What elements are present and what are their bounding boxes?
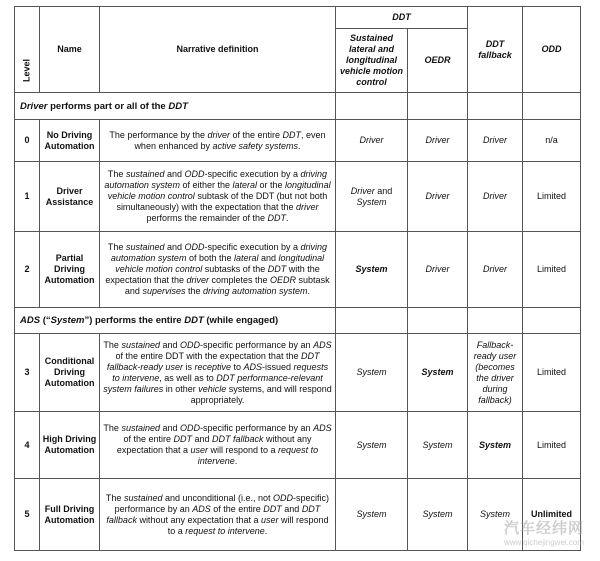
sustained-cell: System [336, 334, 408, 412]
odd-cell: Limited [523, 412, 581, 479]
level-number: 5 [15, 479, 40, 551]
ddt-header: DDT [336, 7, 468, 29]
oedr-cell: Driver [408, 232, 468, 308]
level-narrative: The sustained and ODD-specific execution by a driving automation system of either the lateral or the longitudinal vehicle motion control subtask of the DDT (but not both simultaneously) with the expectation that the driver performs the remainder of the DDT. [100, 162, 336, 232]
oedr-cell: System [408, 412, 468, 479]
level-name: Full Driving Automation [40, 479, 100, 551]
level-narrative: The sustained and unconditional (i.e., not ODD-specific) performance by an ADS of the entire DDT and DDT fallback without any expectation that a user will respond to a request to intervene. [100, 479, 336, 551]
level-number: 1 [15, 162, 40, 232]
fallback-cell: Fallback-ready user (becomes the driver during fallback) [468, 334, 523, 412]
level-narrative: The sustained and ODD-specific performance by an ADS of the entire DDT and DDT fallback without any expectation that a user will respond to a request to intervene. [100, 412, 336, 479]
oedr-header: OEDR [408, 29, 468, 93]
odd-cell: n/a [523, 120, 581, 162]
level-header: Level [15, 7, 40, 93]
table-row [15, 162, 581, 232]
oedr-cell: Driver [408, 120, 468, 162]
oedr-cell: Driver [408, 162, 468, 232]
level-narrative: The sustained and ODD-specific execution by a driving automation system of both the lateral and longitudinal vehicle motion control subtasks of the DDT with the expectation that the driver completes the OEDR subtask and supervises the driving automation system. [100, 232, 336, 308]
fallback-cell: Driver [468, 232, 523, 308]
fallback-cell: System [468, 479, 523, 551]
fallback-cell: Driver [468, 120, 523, 162]
level-narrative: The sustained and ODD-specific performance by an ADS of the entire DDT with the expectation that the DDT fallback-ready user is receptive to ADS-issued requests to intervene, as well as to DDT performance-relevant system failures in other vehicle systems, and will respond appropriately. [100, 334, 336, 412]
odd-cell: Limited [523, 334, 581, 412]
level-narrative: The performance by the driver of the entire DDT, even when enhanced by active safety systems. [100, 120, 336, 162]
ads-group-row: ADS (“System”) performs the entire DDT (while engaged) [15, 308, 336, 334]
level-name: Driver Assistance [40, 162, 100, 232]
driver-group-row: Driver performs part or all of the DDT [15, 93, 336, 120]
level-name: Partial Driving Automation [40, 232, 100, 308]
table-row [15, 412, 581, 479]
level-number: 0 [15, 120, 40, 162]
watermark-url: www.qichejingwei.com [503, 538, 585, 547]
table-row [15, 334, 581, 412]
fallback-cell: System [468, 412, 523, 479]
fallback-cell: Driver [468, 162, 523, 232]
odd-cell: Limited [523, 232, 581, 308]
odd-header: ODD [523, 7, 581, 93]
sustained-header: Sustained lateral and longitudinal vehicle motion control [336, 29, 408, 93]
oedr-cell: System [408, 334, 468, 412]
level-name: Conditional Driving Automation [40, 334, 100, 412]
odd-cell: Limited [523, 162, 581, 232]
sustained-cell: System [336, 479, 408, 551]
watermark [494, 517, 594, 547]
sustained-cell: System [336, 232, 408, 308]
table-row [15, 232, 581, 308]
oedr-cell: System [408, 479, 468, 551]
level-name: No Driving Automation [40, 120, 100, 162]
name-header: Name [40, 7, 100, 93]
level-number: 3 [15, 334, 40, 412]
sae-levels-table [14, 6, 581, 551]
table-row [15, 120, 581, 162]
level-number: 4 [15, 412, 40, 479]
level-number: 2 [15, 232, 40, 308]
odd-cell: Unlimited [523, 479, 581, 551]
fallback-header: DDT fallback [468, 7, 523, 93]
narrative-header: Narrative definition [100, 7, 336, 93]
level-name: High Driving Automation [40, 412, 100, 479]
sustained-cell: Driver [336, 120, 408, 162]
sustained-cell: Driver and System [336, 162, 408, 232]
watermark-brand: 汽车经纬网 [503, 520, 584, 537]
sustained-cell: System [336, 412, 408, 479]
